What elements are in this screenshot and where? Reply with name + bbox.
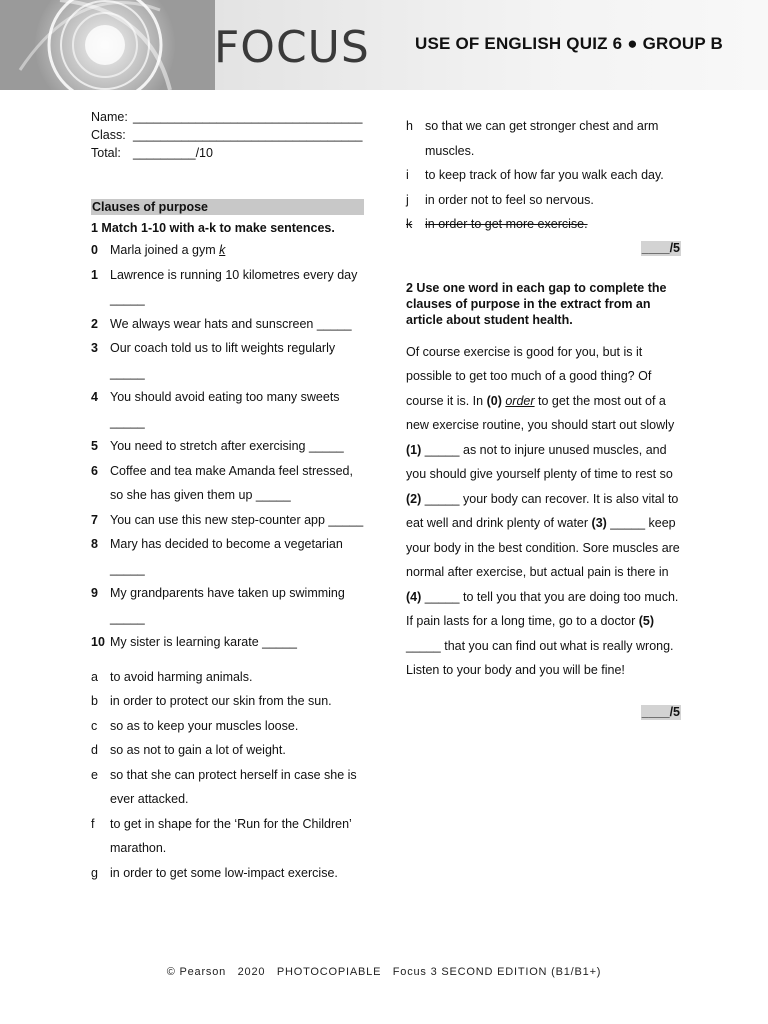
item-number: 1 [91, 267, 98, 282]
item-number: 2 [91, 316, 98, 331]
page-header [0, 0, 768, 90]
option-letter: e [91, 767, 98, 782]
option-text: in order to protect our skin from the sun. [110, 694, 332, 708]
name-field[interactable]: _________________________________ [133, 110, 363, 124]
option-letter: f [91, 816, 95, 831]
item-number: 8 [91, 537, 98, 551]
example-answer: k [219, 243, 226, 257]
option-item [406, 114, 681, 163]
task1-score-box[interactable]: ____/5 [641, 240, 680, 255]
gap-number: (1) [406, 442, 422, 457]
focus-logo: FOCUS [214, 22, 370, 73]
item-number: 9 [91, 586, 98, 600]
item-text: You should avoid eating too many sweets _____ [110, 390, 340, 429]
list-item[interactable] [91, 312, 366, 337]
gap-number: (2) [406, 491, 422, 506]
option-text: in order not to feel so nervous. [425, 192, 594, 207]
option-letter: i [406, 168, 409, 182]
option-text: so that we can get stronger chest and arm muscles. [425, 119, 659, 158]
option-item [91, 812, 366, 861]
item-number: 6 [91, 463, 98, 478]
item-number: 3 [91, 341, 98, 355]
example-item [91, 238, 366, 263]
passage-text: to get the most out of a new exercise routine, you should start out slowly [406, 393, 675, 432]
item-number: 10 [91, 635, 105, 649]
option-letter: h [406, 119, 413, 133]
item-text: Marla joined a gym [110, 243, 220, 257]
item-text: Coffee and tea make Amanda feel stressed, so she has given them up _____ [110, 463, 353, 502]
item-text: You need to stretch after exercising _____ [110, 439, 344, 453]
item-number: 7 [91, 512, 98, 527]
total-field[interactable]: _________/10 [133, 146, 213, 160]
name-label: Name: [91, 110, 128, 124]
option-item [406, 163, 681, 188]
option-item [91, 714, 366, 739]
focus-swirl-graphic [0, 0, 215, 90]
option-text: to get in shape for the ‘Run for the Children’ marathon. [110, 816, 352, 855]
option-item [91, 861, 366, 886]
total-label: Total: [91, 146, 121, 160]
list-item[interactable] [91, 336, 366, 385]
gap-number: (5) [638, 614, 655, 628]
quiz-title: USE OF ENGLISH QUIZ 6 ● GROUP B [415, 34, 724, 53]
option-item [406, 188, 681, 213]
task1-title: 1 Match 1-10 with a-k to make sentences. [91, 221, 335, 235]
item-text: My grandparents have taken up swimming _____ [110, 586, 345, 625]
gap-3-blank[interactable]: _____ keep your body in the best condition. Sore muscles are normal after exercise, but actual pain is there in [406, 516, 680, 579]
option-letter: a [91, 669, 98, 684]
option-item-used-example [406, 212, 681, 237]
list-item[interactable] [91, 630, 366, 655]
option-letter: k [406, 217, 413, 231]
option-letter: j [406, 192, 409, 207]
right-column [406, 114, 681, 720]
list-item[interactable] [91, 385, 366, 434]
gap-4-blank[interactable]: _____ to tell you that you are doing too much. If pain lasts for a long time, go to a doctor [406, 589, 679, 628]
name-row [91, 108, 366, 126]
item-text: Lawrence is running 10 kilometres every day _____ [110, 267, 358, 306]
option-letter: d [91, 743, 98, 757]
task2-title: 2 Use one word in each gap to complete the clauses of purpose in the extract from an article about student health. [406, 280, 667, 327]
item-number: 5 [91, 439, 98, 453]
list-item[interactable] [91, 581, 366, 630]
article-passage [406, 340, 681, 683]
option-letter: g [91, 865, 98, 880]
passage-text: Of course exercise is good for you, but is it possible to get too much of a good thing? Of course it is. In [406, 344, 652, 408]
list-item[interactable] [91, 434, 366, 459]
item-number: 0 [91, 243, 98, 257]
class-row [91, 126, 366, 144]
option-text: so that she can protect herself in case she is ever attacked. [110, 767, 357, 806]
total-row [91, 144, 366, 162]
option-letter: c [91, 718, 98, 733]
item-text: Our coach told us to lift weights regularly _____ [110, 341, 336, 380]
gap-5-blank[interactable]: _____ that you can find out what is really wrong. Listen to your body and you will be fine! [406, 638, 674, 677]
option-item [91, 665, 366, 690]
item-text: My sister is learning karate _____ [110, 635, 297, 649]
gap-example-answer: order [505, 393, 535, 408]
item-text: We always wear hats and sunscreen _____ [110, 316, 352, 331]
option-text: so as to keep your muscles loose. [110, 718, 299, 733]
gap-1-blank[interactable]: _____ as not to injure unused muscles, and you should give yourself plenty of time to rest so [406, 442, 673, 481]
gap-number: (4) [406, 589, 422, 604]
option-text: to avoid harming animals. [110, 669, 253, 684]
section-heading: Clauses of purpose [91, 199, 364, 215]
gap-number: (3) [591, 516, 607, 530]
option-letter: b [91, 694, 98, 708]
option-text: in order to get more exercise. [425, 217, 588, 231]
option-item [91, 689, 366, 714]
option-text: in order to get some low-impact exercise. [110, 865, 338, 880]
gap-number: (0) [486, 393, 502, 408]
option-item [91, 763, 366, 812]
option-item [91, 738, 366, 763]
class-field[interactable]: _________________________________ [133, 128, 363, 142]
list-item[interactable] [91, 459, 366, 508]
option-text: to keep track of how far you walk each day. [425, 168, 664, 182]
item-text: You can use this new step-counter app _____ [110, 512, 364, 527]
list-item[interactable] [91, 263, 366, 312]
page-footer: © Pearson 2020 PHOTOCOPIABLE Focus 3 SECOND EDITION (B1/B1+) [166, 966, 602, 978]
item-number: 4 [91, 390, 98, 404]
gap-2-blank[interactable]: _____ your body can recover. It is also vital to eat well and drink plenty of water [406, 491, 679, 530]
list-item[interactable] [91, 508, 366, 533]
left-column [91, 108, 366, 885]
class-label: Class: [91, 128, 126, 142]
task2-score-box[interactable]: ____/5 [641, 704, 680, 719]
item-text: Mary has decided to become a vegetarian _____ [110, 537, 343, 576]
list-item[interactable] [91, 532, 366, 581]
option-text: so as not to gain a lot of weight. [110, 743, 286, 757]
